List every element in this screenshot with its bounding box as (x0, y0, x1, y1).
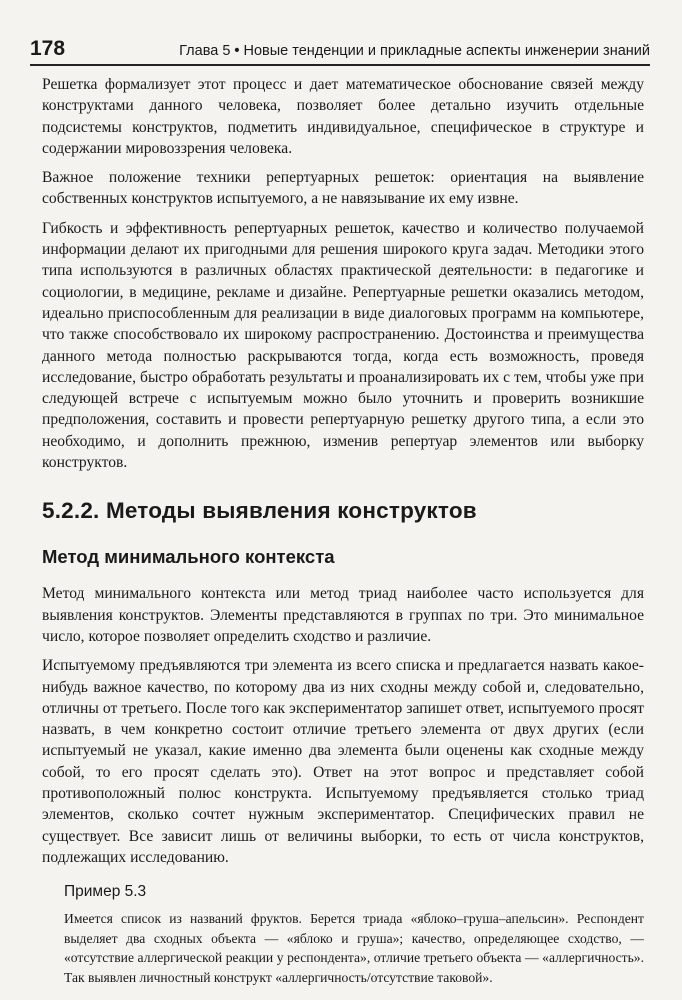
page-body (42, 74, 644, 987)
section-heading: 5.2.2. Методы выявления конструктов (42, 498, 477, 524)
page-number: 178 (30, 37, 66, 60)
example-block (64, 882, 644, 987)
page-header (30, 26, 650, 66)
paragraph: Важное положение техники репертуарных решеток: ориентация на выявление собственных конструктов испытуемого, а не навязывание их ему извне. (42, 169, 644, 208)
paragraph: Решетка формализует этот процесс и дает математическое обоснование связей между конструктами данного человека, позволяет более детально изучить отдельные подсистемы конструктов, подметить индивидуальное, специфическое в структуре и содержании мировоззрения человека. (42, 76, 644, 157)
paragraph: Испытуемому предъявляются три элемента из всего списка и предлагается назвать какое-нибудь важное качество, по которому два из них сходны между собой и, следовательно, отличны от третьего. После того как экспериментатор запишет ответ, испытуемого просят назвать, в чем конкретно состоит отличие третьего элемента от двух других (если испытуемый не указал, какие именно два элемента были оценены как сходные между собой, то его просят сделать это). Ответ на этот вопрос и представляет собой противоположный полюс конструкта. Испытуемому предъявляется столько триад элементов, сколько сочтет нужным экспериментатор. Специфических правил не существует. Все зависит лишь от величины выборки, то есть от числа конструктов, подлежащих исследованию. (42, 657, 644, 866)
chapter-title: Новые тенденции и прикладные аспекты инженерии знаний (243, 43, 650, 59)
chapter-label: Глава 5 (179, 43, 231, 59)
example-title: Пример 5.3 (64, 883, 147, 901)
bullet-separator: • (234, 43, 240, 59)
paragraph: Метод минимального контекста или метод триад наиболее часто используется для выявления конструктов. Элементы представляются в группах по три. Это минимальное число, которое позволяет определить сходство и различие. (42, 585, 644, 645)
running-head (179, 42, 650, 60)
paragraph: Гибкость и эффективность репертуарных решеток, качество и количество получаемой информации делают их пригодными для решения широкого круга задач. Методики этого типа используются в различных областях практической деятельности: в педагогике и социологии, в медицине, рекламе и дизайне. Репертуарные решетки оказались методом, идеально приспособленным для реализации в виде диалоговых программ на компьютере, что также способствовало их широкому распространению. Достоинства и преимущества данного метода полностью раскрываются тогда, когда есть возможность, проведя исследование, быстро обработать результаты и проанализировать их с тем, чтобы уже при следующей встрече с испытуемым можно было уточнить и проверить возникшие предположения, составить и провести репертуарную решетку другого типа, а если это необходимо, и дополнить прежнюю, изменив репертуар элементов или выборку конструктов. (42, 219, 644, 472)
subsection-heading: Метод минимального контекста (42, 546, 335, 568)
example-text: Имеется список из названий фруктов. Берется триада «яблоко–груша–апельсин». Респондент выделяет два сходных объекта — «яблоко и груша»; качество, определяющее сходство, — «отсутствие аллергической реакции у респондента», отличие третьего объекта — «аллергичность». Так выявлен личностный конструкт «аллергичность/отсутствие таковой». (64, 911, 644, 985)
